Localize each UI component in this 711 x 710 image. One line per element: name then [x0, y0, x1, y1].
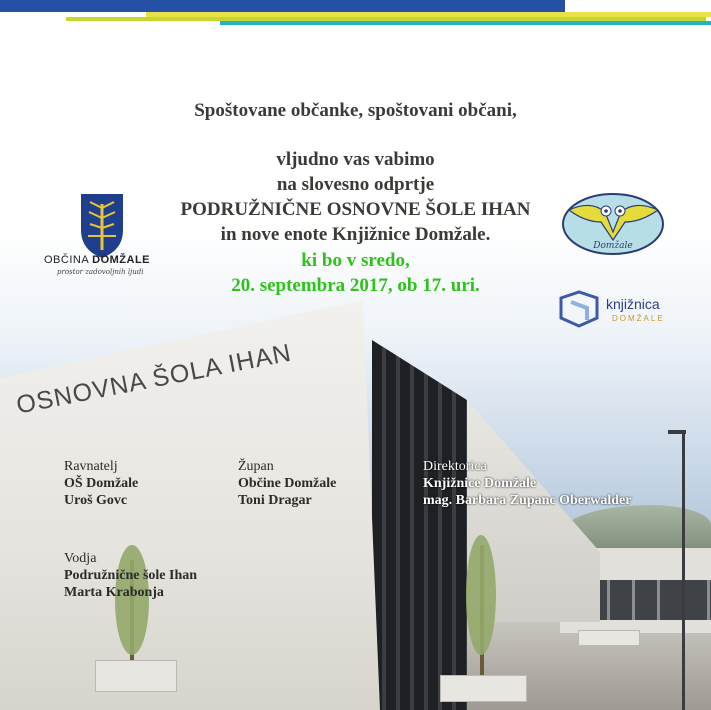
obcina-prefix: OBČINA — [44, 254, 93, 266]
invite-line-4: in nove enote Knjižnice Domžale. — [220, 224, 491, 245]
signatory-role: Direktorica — [423, 459, 487, 474]
invite-line-2: na slovesno odprtje — [276, 174, 435, 195]
planter — [440, 675, 527, 702]
planter — [578, 630, 640, 646]
invite-line-1: vljudno vas vabimo — [276, 149, 435, 170]
owl-logo-icon — [561, 192, 666, 256]
library-wordmark: knjižnica — [606, 296, 660, 312]
lamp-head — [668, 430, 686, 434]
event-day: ki bo v sredo, — [301, 250, 410, 271]
library-subtitle: DOMŽALE — [612, 314, 665, 323]
signatory-role: Ravnatelj — [64, 459, 118, 474]
signatory-name: Uroš Govc — [64, 493, 128, 508]
building-sign: OSNOVNA ŠOLA IHAN — [14, 338, 294, 420]
signatory-principal — [64, 458, 138, 509]
owl-logo-text: Domžale — [593, 241, 633, 251]
planter — [95, 660, 177, 692]
obcina-slogan: prostor zadovoljnih ljudi — [57, 268, 144, 276]
lamp-pole — [682, 432, 685, 710]
signatory-role: Župan — [238, 459, 274, 474]
top-stripe-blue — [0, 0, 565, 12]
signatory-role: Vodja — [64, 551, 97, 566]
signatory-mayor — [238, 458, 336, 509]
event-date-time: 20. septembra 2017, ob 17. uri. — [231, 275, 480, 296]
signatory-org: Podružnične šole Ihan — [64, 568, 198, 583]
signatory-org: OŠ Domžale — [64, 476, 139, 491]
signatory-head — [64, 550, 197, 601]
top-stripe-cyan — [220, 21, 711, 25]
signatory-name: Marta Krabonja — [64, 585, 164, 600]
signatory-director — [423, 458, 631, 509]
signatory-org: Občine Domžale — [238, 476, 337, 491]
greeting: Spoštovane občanke, spoštovani občani, — [194, 100, 517, 121]
signatory-name: mag. Barbara Zupanc Oberwalder — [423, 493, 632, 508]
signatory-org: Knjižnice Domžale — [423, 476, 537, 491]
signatory-name: Toni Dragar — [238, 493, 312, 508]
building-glass-facade — [372, 340, 467, 710]
tree-foliage — [466, 535, 496, 655]
obcina-name: DOMŽALE — [92, 254, 151, 266]
invite-line-3: PODRUŽNIČNE OSNOVNE ŠOLE IHAN — [180, 199, 531, 220]
obcina-wordmark — [44, 254, 150, 266]
